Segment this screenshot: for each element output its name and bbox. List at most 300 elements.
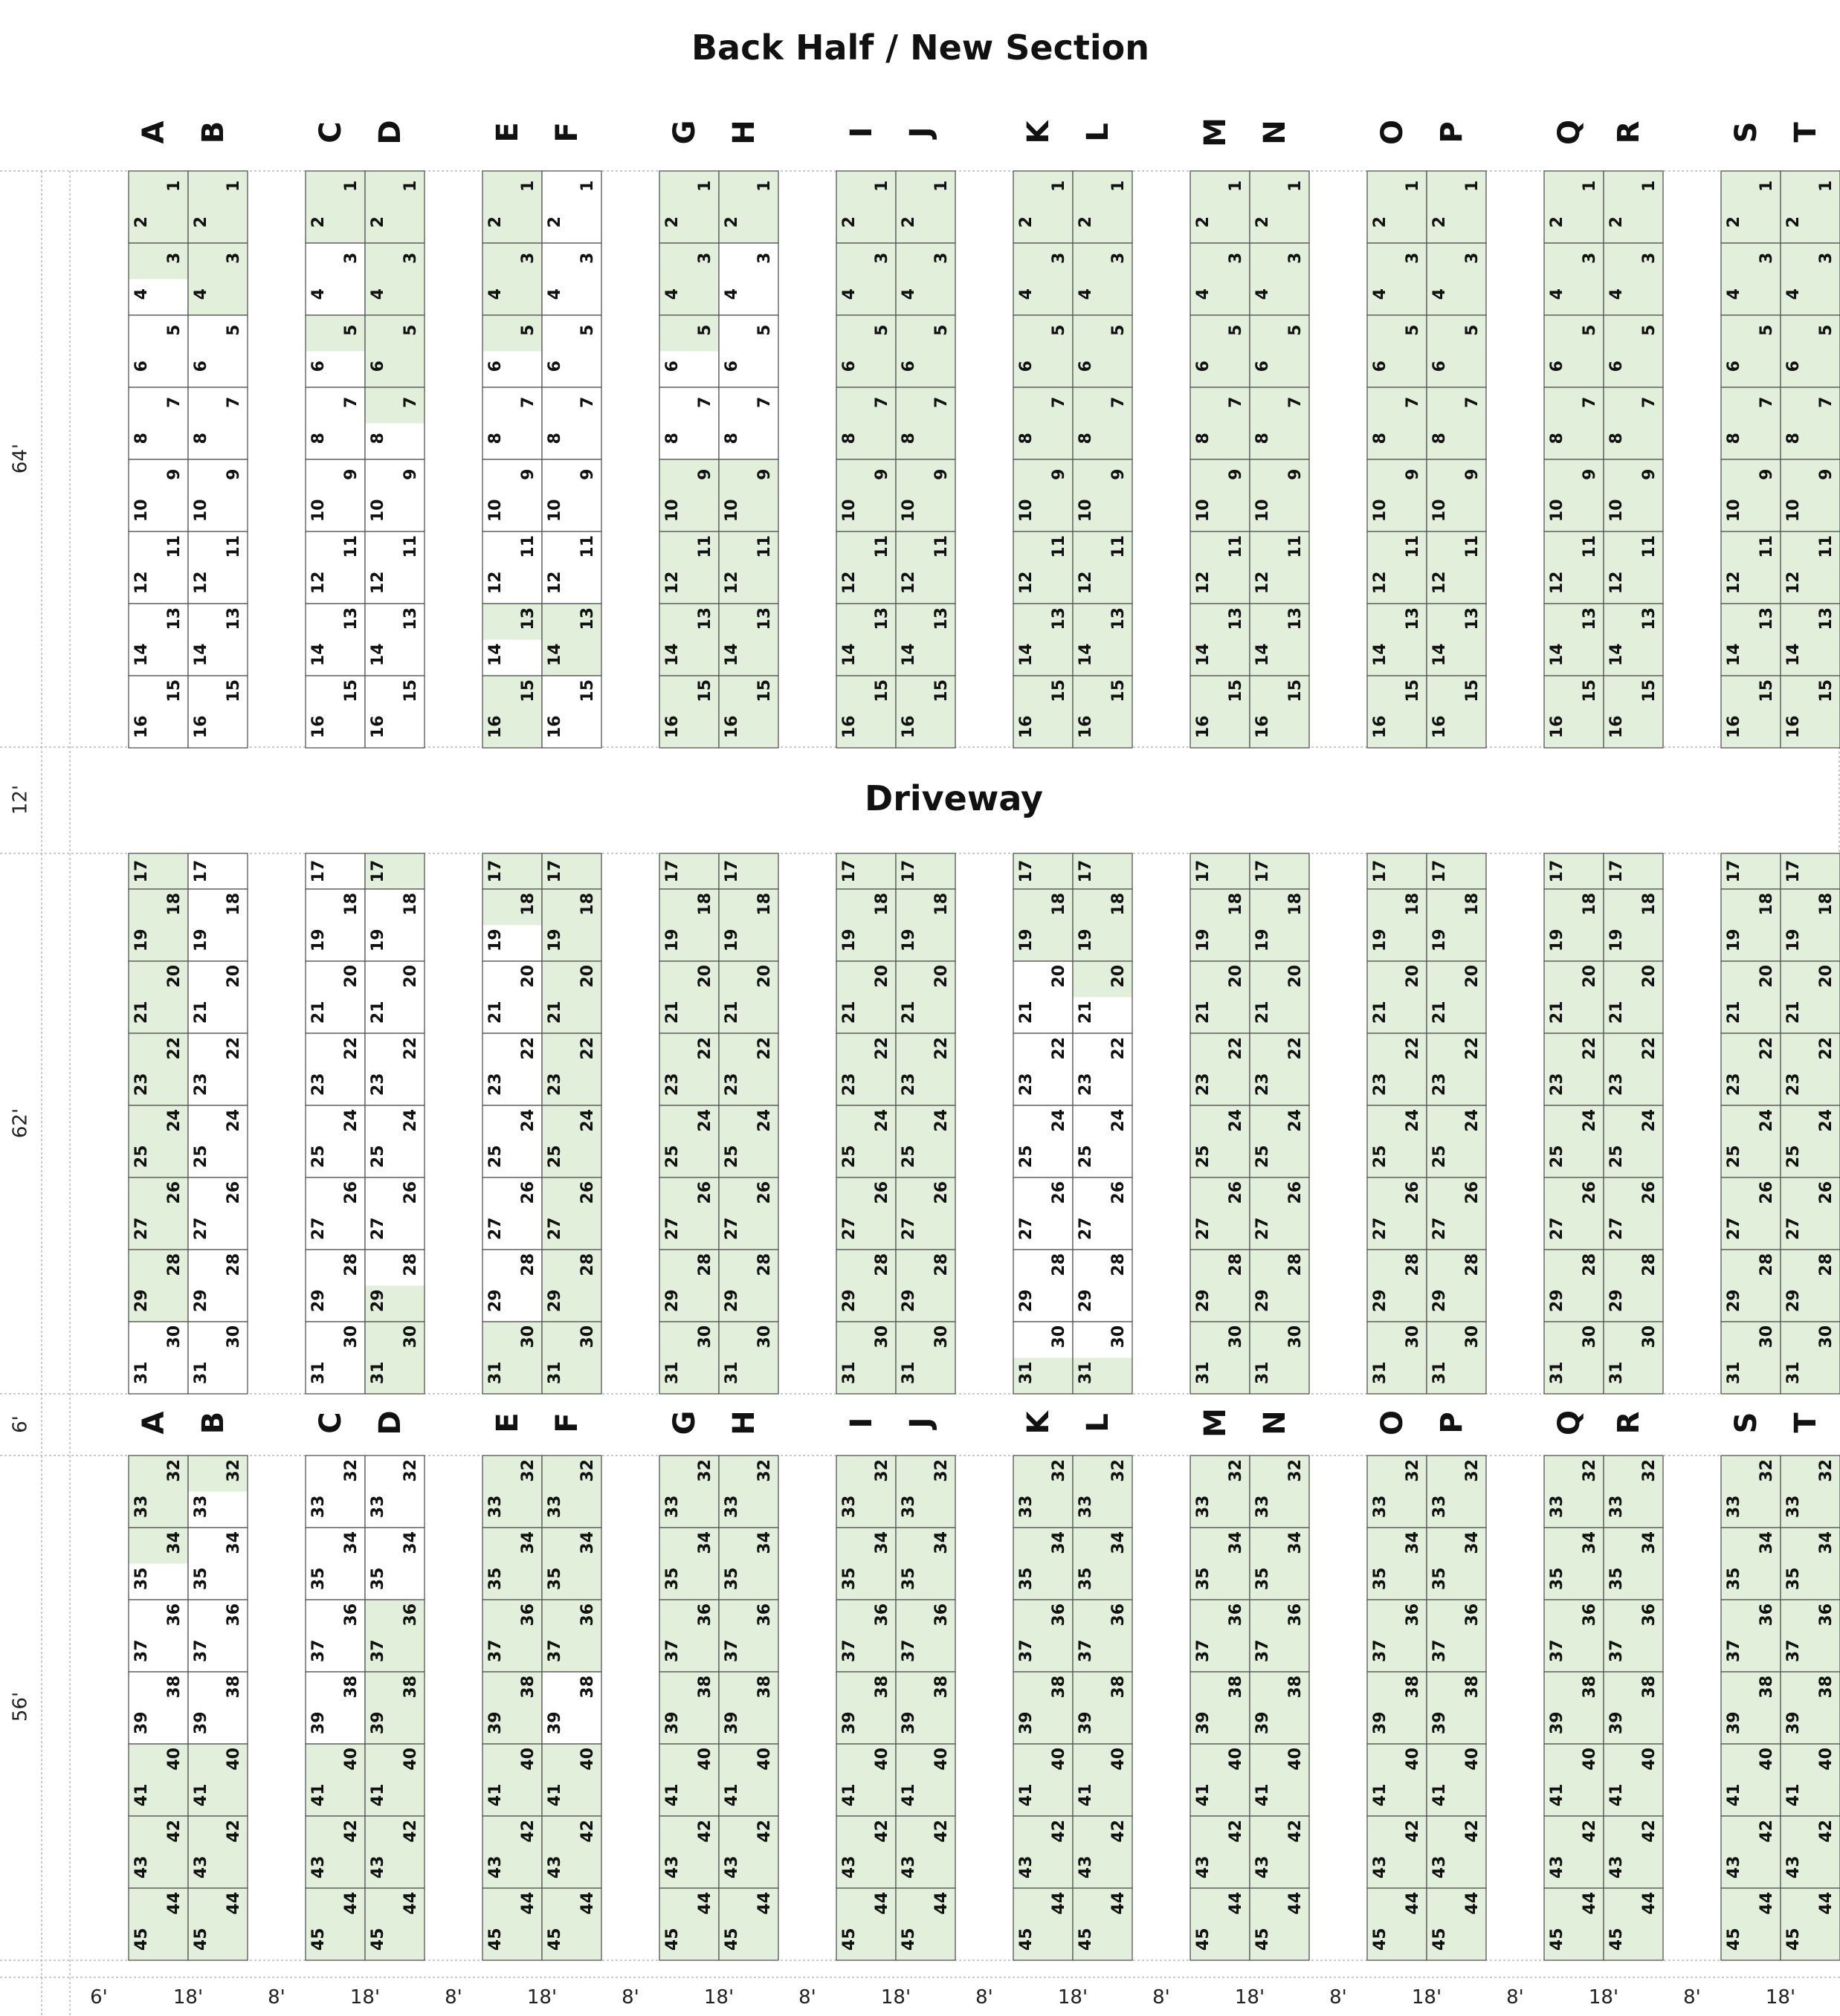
plot-number: 29 xyxy=(1194,1289,1213,1313)
plot-number: 21 xyxy=(1784,1001,1803,1024)
column-header-n: N xyxy=(1258,120,1292,145)
plot-number: 43 xyxy=(1548,1855,1566,1879)
plot-number: 6 xyxy=(309,361,328,372)
column-header-n: N xyxy=(1258,1410,1292,1435)
plot-number: 45 xyxy=(1607,1928,1626,1951)
plot-number: 7 xyxy=(401,396,420,408)
plot-number: 21 xyxy=(723,1001,741,1024)
plot-number: 44 xyxy=(696,1891,714,1915)
plot-number: 38 xyxy=(165,1675,184,1699)
plot-number: 14 xyxy=(1725,643,1743,667)
plot-number: 36 xyxy=(1404,1603,1422,1626)
plot-number: 8 xyxy=(1430,433,1449,445)
plot-number: 21 xyxy=(1076,1001,1095,1024)
plot-number: 28 xyxy=(1640,1253,1659,1276)
plot-number: 40 xyxy=(578,1747,597,1771)
plot-number: 38 xyxy=(696,1675,714,1699)
plot-number: 21 xyxy=(900,1001,918,1024)
plot-number: 38 xyxy=(342,1675,361,1699)
plot-number: 16 xyxy=(1076,715,1095,739)
plot-number: 8 xyxy=(1548,433,1566,445)
plot-number: 33 xyxy=(546,1495,564,1519)
plot-number: 35 xyxy=(663,1567,682,1591)
plot-number: 26 xyxy=(1757,1180,1776,1204)
plot-number: 10 xyxy=(546,499,564,523)
plot-number: 1 xyxy=(578,180,597,192)
column-header-m: M xyxy=(1198,117,1233,147)
plot-number: 2 xyxy=(900,216,918,228)
plot-number: 44 xyxy=(755,1891,774,1915)
plot-number: 17 xyxy=(1194,859,1213,883)
plot-number: 36 xyxy=(1109,1603,1128,1626)
plot-number: 41 xyxy=(1253,1783,1272,1807)
plot-number: 39 xyxy=(369,1711,387,1735)
plot-number: 42 xyxy=(1757,1819,1776,1843)
plot-number: 17 xyxy=(1430,859,1449,883)
plot-number: 44 xyxy=(519,1891,538,1915)
plot-number: 1 xyxy=(1109,180,1128,192)
plot-number: 7 xyxy=(932,396,951,408)
column-header-d: D xyxy=(373,120,407,145)
plot-number: 3 xyxy=(1404,252,1422,264)
plot-number: 5 xyxy=(1581,324,1599,336)
plot-number: 39 xyxy=(1076,1711,1095,1735)
plot-number: 15 xyxy=(873,679,891,702)
plot-number: 9 xyxy=(225,468,243,480)
plot-number: 12 xyxy=(723,571,741,595)
plot-number: 42 xyxy=(519,1819,538,1843)
plot-number: 16 xyxy=(1371,715,1389,739)
column-header-g: G xyxy=(668,120,702,145)
plot-number: 2 xyxy=(1076,216,1095,228)
plot-number: 16 xyxy=(1607,715,1626,739)
plot-number: 45 xyxy=(1017,1928,1036,1951)
plot-number: 21 xyxy=(192,1001,210,1024)
plot-grid xyxy=(129,171,1840,1960)
plot-number: 14 xyxy=(309,643,328,667)
plot-number: 30 xyxy=(1757,1325,1776,1348)
column-header-f: F xyxy=(550,1412,584,1433)
plot-number: 33 xyxy=(900,1495,918,1519)
plot-number: 6 xyxy=(1017,361,1036,372)
plot-number: 21 xyxy=(1371,1001,1389,1024)
plot-number: 31 xyxy=(1253,1361,1272,1385)
plot-number: 3 xyxy=(1581,252,1599,264)
plot-number: 6 xyxy=(1076,361,1095,372)
plot-number: 17 xyxy=(1017,859,1036,883)
plot-number: 11 xyxy=(342,534,361,558)
column-width-label: 18' xyxy=(1234,1986,1265,2009)
plot-number: 11 xyxy=(1463,534,1482,558)
plot-number: 35 xyxy=(1548,1567,1566,1591)
plot-number: 4 xyxy=(309,288,328,300)
plot-number: 30 xyxy=(1817,1325,1836,1348)
plot-number: 37 xyxy=(723,1639,741,1663)
column-width-label: 8' xyxy=(268,1986,285,2009)
plot-number: 8 xyxy=(1784,433,1803,445)
plot-number: 13 xyxy=(225,607,243,630)
column-width-label: 18' xyxy=(1588,1986,1619,2009)
plot-number: 33 xyxy=(840,1495,859,1519)
plot-number: 23 xyxy=(1076,1073,1095,1096)
plot-number: 20 xyxy=(1109,964,1128,988)
plot-number: 10 xyxy=(1784,499,1803,523)
plot-number: 24 xyxy=(578,1108,597,1132)
plot-number: 5 xyxy=(401,324,420,336)
plot-number: 11 xyxy=(401,534,420,558)
plot-number: 2 xyxy=(1548,216,1566,228)
plot-number: 4 xyxy=(1430,288,1449,300)
plot-number: 30 xyxy=(1286,1325,1305,1348)
plot-number: 22 xyxy=(401,1036,420,1060)
plot-number: 14 xyxy=(1253,643,1272,667)
plot-number: 31 xyxy=(546,1361,564,1385)
plot-number: 20 xyxy=(519,964,538,988)
plot-number: 34 xyxy=(873,1531,891,1554)
plot-number: 42 xyxy=(696,1819,714,1843)
plot-number: 43 xyxy=(369,1855,387,1879)
plot-number: 31 xyxy=(1607,1361,1626,1385)
plot-number: 37 xyxy=(1430,1639,1449,1663)
column-width-label: 18' xyxy=(526,1986,558,2009)
plot-number: 15 xyxy=(578,679,597,702)
plot-number: 45 xyxy=(1548,1928,1566,1951)
plot-number: 8 xyxy=(1371,433,1389,445)
column-width-label: 8' xyxy=(1683,1986,1701,2009)
column-width-label: 8' xyxy=(1329,1986,1347,2009)
plot-number: 33 xyxy=(486,1495,505,1519)
plot-number: 5 xyxy=(578,324,597,336)
plot-number: 6 xyxy=(840,361,859,372)
plot-number: 28 xyxy=(696,1253,714,1276)
plot-number: 22 xyxy=(225,1036,243,1060)
plot-number: 24 xyxy=(1109,1108,1128,1132)
plot-number: 28 xyxy=(1286,1253,1305,1276)
plot-number: 34 xyxy=(401,1531,420,1554)
plot-number: 27 xyxy=(1076,1217,1095,1241)
plot-number: 36 xyxy=(1757,1603,1776,1626)
plot-number: 12 xyxy=(1017,571,1036,595)
plot-number: 45 xyxy=(309,1928,328,1951)
plot-number: 40 xyxy=(1817,1747,1836,1771)
plot-number: 7 xyxy=(873,396,891,408)
plot-number: 23 xyxy=(369,1073,387,1096)
plot-number: 18 xyxy=(1817,892,1836,916)
plot-number: 26 xyxy=(1286,1180,1305,1204)
plot-number: 5 xyxy=(1463,324,1482,336)
row-height-label: 64' xyxy=(9,443,32,474)
plot-number: 2 xyxy=(1430,216,1449,228)
plot-number: 9 xyxy=(165,468,184,480)
plot-number: 44 xyxy=(165,1891,184,1915)
plot-number: 21 xyxy=(1194,1001,1213,1024)
plot-number: 27 xyxy=(1607,1217,1626,1241)
plot-number: 18 xyxy=(342,892,361,916)
plot-number: 13 xyxy=(1286,607,1305,630)
plot-number: 18 xyxy=(519,892,538,916)
plot-number: 13 xyxy=(165,607,184,630)
plot-number: 44 xyxy=(401,1891,420,1915)
plot-number: 32 xyxy=(1404,1458,1422,1482)
plot-number: 44 xyxy=(1404,1891,1422,1915)
plot-number: 24 xyxy=(1050,1108,1068,1132)
plot-number: 32 xyxy=(578,1458,597,1482)
plot-number: 34 xyxy=(165,1531,184,1554)
plot-number: 15 xyxy=(1757,679,1776,702)
plot-number: 10 xyxy=(192,499,210,523)
plot-number: 17 xyxy=(840,859,859,883)
column-width-label: 8' xyxy=(798,1986,816,2009)
plot-number: 20 xyxy=(1050,964,1068,988)
plot-number: 36 xyxy=(1640,1603,1659,1626)
plot-number: 27 xyxy=(132,1217,151,1241)
plot-number: 19 xyxy=(1784,928,1803,952)
plot-number: 38 xyxy=(519,1675,538,1699)
plot-number: 5 xyxy=(1640,324,1659,336)
plot-number: 18 xyxy=(1050,892,1068,916)
plot-number: 28 xyxy=(755,1253,774,1276)
plot-number: 39 xyxy=(663,1711,682,1735)
plot-number: 37 xyxy=(1607,1639,1626,1663)
plot-number: 42 xyxy=(1404,1819,1422,1843)
plot-number: 31 xyxy=(723,1361,741,1385)
plot-number: 19 xyxy=(1076,928,1095,952)
column-header-d: D xyxy=(373,1410,407,1435)
plot-number: 18 xyxy=(1404,892,1422,916)
plot-number: 13 xyxy=(696,607,714,630)
plot-number: 3 xyxy=(1463,252,1482,264)
plot-number: 23 xyxy=(1607,1073,1626,1096)
plot-number: 39 xyxy=(723,1711,741,1735)
plot-number: 29 xyxy=(192,1289,210,1313)
plot-number: 1 xyxy=(1757,180,1776,192)
plot-number: 25 xyxy=(132,1145,151,1169)
plot-number: 27 xyxy=(1725,1217,1743,1241)
plot-number: 5 xyxy=(1757,324,1776,336)
plot-number: 12 xyxy=(1548,571,1566,595)
plot-number: 21 xyxy=(1017,1001,1036,1024)
column-width-label: 18' xyxy=(880,1986,911,2009)
plot-number: 32 xyxy=(401,1458,420,1482)
plot-number: 35 xyxy=(1607,1567,1626,1591)
plot-number: 41 xyxy=(486,1783,505,1807)
plot-number: 39 xyxy=(546,1711,564,1735)
plot-number: 1 xyxy=(1050,180,1068,192)
plot-number: 22 xyxy=(1404,1036,1422,1060)
plot-number: 41 xyxy=(1194,1783,1213,1807)
plot-number: 1 xyxy=(1581,180,1599,192)
plot-number: 14 xyxy=(1548,643,1566,667)
plot-number: 12 xyxy=(486,571,505,595)
plot-number: 41 xyxy=(369,1783,387,1807)
plot-number: 12 xyxy=(132,571,151,595)
plot-number: 7 xyxy=(755,396,774,408)
plot-number: 24 xyxy=(1757,1108,1776,1132)
plot-number: 26 xyxy=(225,1180,243,1204)
plot-number: 8 xyxy=(900,433,918,445)
plot-number: 43 xyxy=(546,1855,564,1879)
plot-number: 43 xyxy=(1430,1855,1449,1879)
plot-number: 6 xyxy=(486,361,505,372)
plot-number: 33 xyxy=(192,1495,210,1519)
plot-number: 45 xyxy=(132,1928,151,1951)
plot-number: 23 xyxy=(309,1073,328,1096)
plot-number: 26 xyxy=(519,1180,538,1204)
plot-number: 16 xyxy=(840,715,859,739)
plot-number: 17 xyxy=(1607,859,1626,883)
plot-number: 1 xyxy=(225,180,243,192)
plot-number: 43 xyxy=(1371,1855,1389,1879)
plot-number: 16 xyxy=(132,715,151,739)
column-header-b: B xyxy=(196,1411,230,1435)
plot-number: 18 xyxy=(696,892,714,916)
column-header-t: T xyxy=(1789,1412,1823,1433)
plot-number: 18 xyxy=(1227,892,1245,916)
plot-number: 45 xyxy=(663,1928,682,1951)
plot-number: 9 xyxy=(578,468,597,480)
plot-number: 30 xyxy=(932,1325,951,1348)
plot-number: 12 xyxy=(1725,571,1743,595)
plot-number: 27 xyxy=(192,1217,210,1241)
plot-number: 24 xyxy=(1463,1108,1482,1132)
plot-number: 26 xyxy=(1109,1180,1128,1204)
plot-number: 19 xyxy=(1430,928,1449,952)
plot-number: 20 xyxy=(1581,964,1599,988)
plot-number: 30 xyxy=(755,1325,774,1348)
plot-number: 26 xyxy=(1227,1180,1245,1204)
plot-number: 7 xyxy=(1286,396,1305,408)
plot-number: 18 xyxy=(1640,892,1659,916)
plot-number: 12 xyxy=(1076,571,1095,595)
plot-number: 37 xyxy=(1548,1639,1566,1663)
plot-number: 7 xyxy=(1640,396,1659,408)
plot-number: 36 xyxy=(1286,1603,1305,1626)
plot-number: 13 xyxy=(873,607,891,630)
plot-number: 15 xyxy=(1817,679,1836,702)
plot-number: 1 xyxy=(755,180,774,192)
plot-number: 21 xyxy=(1253,1001,1272,1024)
plot-number: 29 xyxy=(1430,1289,1449,1313)
plot-number: 17 xyxy=(1548,859,1566,883)
plot-number: 44 xyxy=(1817,1891,1836,1915)
plot-number: 28 xyxy=(1463,1253,1482,1276)
plot-number: 36 xyxy=(1463,1603,1482,1626)
plot-number: 19 xyxy=(1253,928,1272,952)
plot-number: 21 xyxy=(1430,1001,1449,1024)
plot-number: 27 xyxy=(1430,1217,1449,1241)
plot-number: 35 xyxy=(132,1567,151,1591)
plot-number: 1 xyxy=(1463,180,1482,192)
plot-number: 7 xyxy=(1581,396,1599,408)
plot-number: 40 xyxy=(1463,1747,1482,1771)
plot-number: 24 xyxy=(165,1108,184,1132)
column-header-j: J xyxy=(904,1417,938,1429)
plot-number: 29 xyxy=(1784,1289,1803,1313)
plot-number: 25 xyxy=(663,1145,682,1169)
plot-number: 27 xyxy=(1784,1217,1803,1241)
plot-number: 18 xyxy=(1109,892,1128,916)
plot-number: 25 xyxy=(369,1145,387,1169)
plot-number: 33 xyxy=(1784,1495,1803,1519)
plot-number: 4 xyxy=(369,288,387,300)
plot-number: 3 xyxy=(342,252,361,264)
plot-number: 37 xyxy=(1194,1639,1213,1663)
plot-number: 20 xyxy=(342,964,361,988)
plot-number: 40 xyxy=(873,1747,891,1771)
plot-number: 34 xyxy=(1227,1531,1245,1554)
plot-number: 32 xyxy=(1757,1458,1776,1482)
plot-number: 35 xyxy=(1371,1567,1389,1591)
plot-number: 33 xyxy=(1607,1495,1626,1519)
plot-number: 36 xyxy=(755,1603,774,1626)
plot-number: 30 xyxy=(1581,1325,1599,1348)
plot-number: 9 xyxy=(1463,468,1482,480)
plot-number: 15 xyxy=(696,679,714,702)
plot-number: 7 xyxy=(578,396,597,408)
column-width-label: 18' xyxy=(172,1986,204,2009)
column-header-l: L xyxy=(1081,1413,1115,1432)
plot-number: 6 xyxy=(1725,361,1743,372)
plot-number: 24 xyxy=(873,1108,891,1132)
plot-number: 27 xyxy=(1194,1217,1213,1241)
plot-number: 14 xyxy=(840,643,859,667)
plot-number: 23 xyxy=(132,1073,151,1096)
plot-number: 32 xyxy=(1050,1458,1068,1482)
plot-number: 16 xyxy=(723,715,741,739)
plot-number: 2 xyxy=(1607,216,1626,228)
plot-number: 4 xyxy=(1784,288,1803,300)
plot-number: 39 xyxy=(840,1711,859,1735)
plot-number: 19 xyxy=(1548,928,1566,952)
plot-number: 9 xyxy=(1404,468,1422,480)
plot-number: 14 xyxy=(1194,643,1213,667)
plot-number: 28 xyxy=(1757,1253,1776,1276)
plot-number: 12 xyxy=(309,571,328,595)
plot-number: 8 xyxy=(1194,433,1213,445)
column-header-k: K xyxy=(1021,1411,1056,1435)
plot-number: 34 xyxy=(1109,1531,1128,1554)
plot-number: 5 xyxy=(1286,324,1305,336)
plot-number: 15 xyxy=(519,679,538,702)
plot-number: 35 xyxy=(486,1567,505,1591)
plot-number: 25 xyxy=(309,1145,328,1169)
plot-number: 34 xyxy=(1757,1531,1776,1554)
plot-number: 26 xyxy=(755,1180,774,1204)
plot-number: 12 xyxy=(1371,571,1389,595)
plot-number: 2 xyxy=(840,216,859,228)
plot-number: 28 xyxy=(1581,1253,1599,1276)
plot-number: 11 xyxy=(696,534,714,558)
plot-number: 3 xyxy=(225,252,243,264)
plot-number: 17 xyxy=(192,859,210,883)
plot-number: 30 xyxy=(1463,1325,1482,1348)
plot-number: 14 xyxy=(1371,643,1389,667)
plot-number: 7 xyxy=(1757,396,1776,408)
plot-number: 39 xyxy=(1548,1711,1566,1735)
plot-number: 14 xyxy=(1430,643,1449,667)
plot-number: 16 xyxy=(900,715,918,739)
plot-number: 22 xyxy=(342,1036,361,1060)
row-height-label: 56' xyxy=(9,1691,32,1722)
plot-number: 38 xyxy=(1050,1675,1068,1699)
plot-number: 14 xyxy=(1076,643,1095,667)
plot-number: 35 xyxy=(1017,1567,1036,1591)
map-title: Back Half / New Section xyxy=(691,28,1150,68)
plot-number: 31 xyxy=(369,1361,387,1385)
plot-number: 1 xyxy=(1286,180,1305,192)
plot-number: 7 xyxy=(696,396,714,408)
plot-number: 38 xyxy=(1109,1675,1128,1699)
